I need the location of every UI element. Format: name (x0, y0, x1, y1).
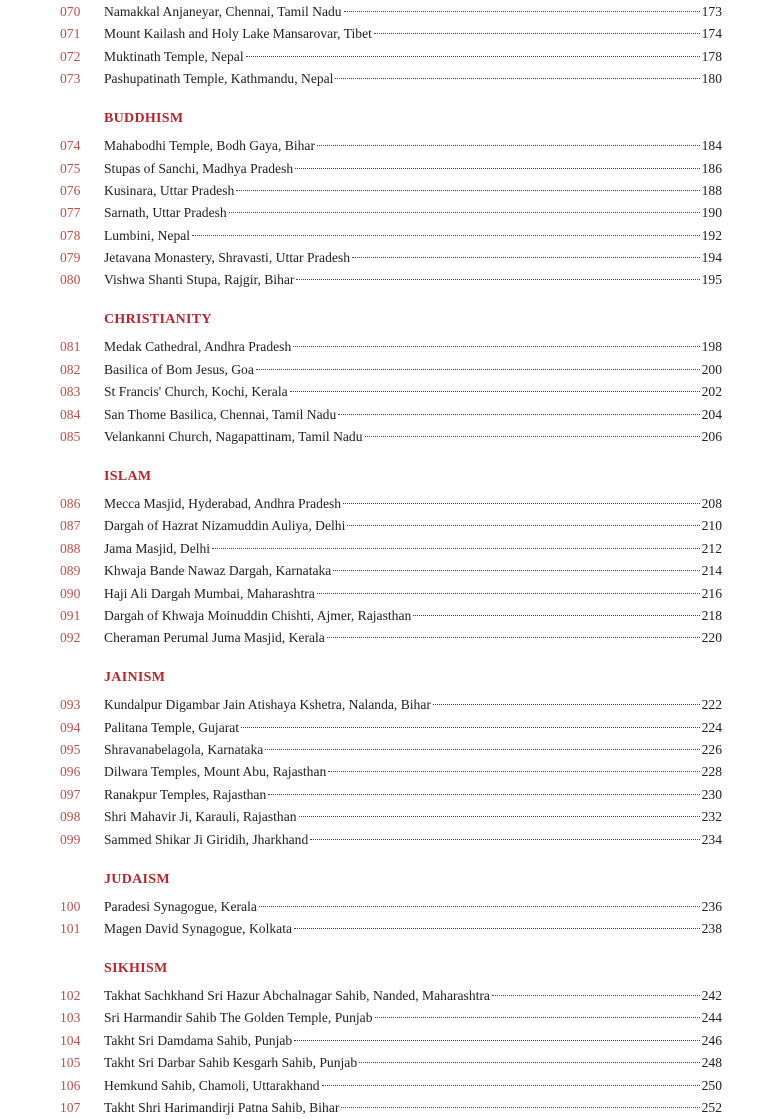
entry-page[interactable]: 188 (701, 182, 722, 198)
entry-number: 072 (60, 48, 81, 64)
entry-title[interactable]: Jama Masjid, Delhi (104, 538, 210, 560)
entry-number: 079 (60, 250, 81, 266)
entry-number: 093 (60, 697, 81, 713)
section-heading: BUDDHISM (104, 111, 184, 127)
entry-number: 084 (60, 406, 81, 422)
dot-leader (229, 212, 700, 213)
entry-title[interactable]: Sammed Shikar Ji Giridih, Jharkhand (104, 829, 308, 851)
dot-leader (374, 33, 700, 34)
entry-number: 103 (60, 1010, 81, 1026)
entry-page[interactable]: 222 (701, 697, 722, 713)
dot-leader (347, 525, 699, 526)
entry-number: 107 (60, 1099, 81, 1115)
entry-page[interactable]: 246 (701, 1032, 722, 1048)
entry-number: 073 (60, 71, 81, 87)
entry-number: 096 (60, 764, 81, 780)
entry-title[interactable]: Stupas of Sanchi, Madhya Pradesh (104, 158, 293, 180)
entry-title[interactable]: Haji Ali Dargah Mumbai, Maharashtra (104, 583, 315, 605)
dot-leader (335, 78, 699, 79)
toc-section (0, 958, 780, 1119)
entry-number: 101 (60, 921, 81, 936)
entry-line (104, 1007, 722, 1029)
toc-entry[interactable] (0, 68, 780, 90)
entry-page[interactable]: 190 (701, 205, 722, 221)
entry-line (104, 426, 722, 448)
entry-number: 083 (60, 384, 81, 400)
dot-leader (294, 928, 700, 929)
entry-line (104, 694, 722, 716)
dot-leader (338, 414, 699, 415)
toc-entry[interactable] (0, 1, 780, 23)
entry-number: 088 (60, 540, 81, 556)
entry-line (104, 605, 722, 627)
section-heading: JUDAISM (104, 871, 170, 887)
entry-title[interactable]: Dilwara Temples, Mount Abu, Rajasthan (104, 761, 326, 783)
entry-number: 090 (60, 585, 81, 601)
entry-line (104, 515, 722, 537)
entry-number: 074 (60, 138, 81, 154)
toc-entry[interactable] (0, 1075, 780, 1097)
entry-page[interactable]: 252 (701, 1099, 722, 1115)
toc-entry[interactable] (0, 784, 780, 806)
dot-leader (317, 593, 700, 594)
entry-line (104, 135, 722, 157)
entry-page[interactable]: 186 (701, 160, 722, 176)
entry-title[interactable]: Sarnath, Uttar Pradesh (104, 202, 227, 224)
entry-number: 089 (60, 563, 81, 579)
entry-title[interactable]: Medak Cathedral, Andhra Pradesh (104, 336, 291, 358)
entry-title[interactable]: Velankanni Church, Nagapattinam, Tamil Nadu (104, 426, 363, 448)
dot-leader (268, 794, 699, 795)
entry-page[interactable]: 202 (701, 384, 722, 400)
entry-line (104, 560, 722, 582)
toc-entry[interactable] (0, 180, 780, 202)
dot-leader (343, 503, 700, 504)
toc-section (0, 309, 780, 448)
entry-title[interactable]: Kundalpur Digambar Jain Atishaya Kshetra, Nalanda, Bihar (104, 694, 431, 716)
toc-entry[interactable] (0, 336, 780, 358)
entry-page[interactable]: 214 (701, 563, 722, 579)
entry-title[interactable]: Palitana Temple, Gujarat (104, 717, 239, 739)
toc-entry[interactable] (0, 605, 780, 627)
dot-leader (256, 369, 700, 370)
entry-title[interactable]: Basilica of Bom Jesus, Goa (104, 359, 254, 381)
toc-section (0, 108, 780, 292)
entry-number: 094 (60, 719, 81, 735)
entry-number: 099 (60, 831, 81, 847)
toc-entry[interactable] (0, 426, 780, 448)
dot-leader (295, 168, 699, 169)
toc-entry[interactable] (0, 806, 780, 828)
entry-number: 085 (60, 429, 81, 445)
entry-page[interactable]: 200 (701, 361, 722, 377)
toc-entry[interactable] (0, 202, 780, 224)
entry-page[interactable]: 228 (701, 764, 722, 780)
entry-page[interactable]: 212 (701, 540, 722, 556)
toc-entry[interactable] (0, 717, 780, 739)
entry-line (104, 202, 722, 224)
entry-line (104, 918, 722, 940)
toc-section (0, 466, 780, 650)
entry-number: 080 (60, 272, 81, 288)
toc-entry[interactable] (0, 627, 780, 649)
entry-line (104, 1075, 722, 1097)
entry-title[interactable]: Namakkal Anjaneyar, Chennai, Tamil Nadu (104, 1, 342, 23)
entry-line (104, 985, 722, 1007)
entry-page[interactable]: 192 (701, 227, 722, 243)
entry-line (104, 739, 722, 761)
entry-line (104, 23, 722, 45)
dot-leader (246, 56, 700, 57)
toc-section (0, 667, 780, 851)
entry-page[interactable]: 236 (701, 898, 722, 914)
entry-page[interactable]: 242 (701, 987, 722, 1003)
toc-entry[interactable] (0, 1007, 780, 1029)
entry-title[interactable]: Jetavana Monastery, Shravasti, Uttar Pradesh (104, 247, 350, 269)
entry-number: 086 (60, 495, 81, 511)
entry-page[interactable]: 234 (701, 831, 722, 847)
entry-page[interactable]: 230 (701, 786, 722, 802)
entry-line (104, 829, 722, 851)
entry-page[interactable]: 194 (701, 250, 722, 266)
entry-title[interactable]: Dargah of Khwaja Moinuddin Chishti, Ajmer, Rajasthan (104, 605, 411, 627)
entry-line (104, 225, 722, 247)
section-heading: SIKHISM (104, 960, 168, 976)
entry-line (104, 538, 722, 560)
toc-entry[interactable] (0, 247, 780, 269)
entry-page[interactable]: 198 (701, 339, 722, 355)
entry-line (104, 1030, 722, 1052)
entry-number: 075 (60, 160, 81, 176)
entry-page[interactable]: 216 (701, 585, 722, 601)
entry-title[interactable]: St Francis' Church, Kochi, Kerala (104, 381, 288, 403)
entry-title[interactable]: Paradesi Synagogue, Kerala (104, 896, 257, 918)
dot-leader (328, 771, 699, 772)
table-of-contents (0, 1, 780, 1119)
entry-number: 070 (60, 4, 81, 19)
dot-leader (294, 1040, 699, 1041)
entry-title[interactable]: Hemkund Sahib, Chamoli, Uttarakhand (104, 1075, 320, 1097)
entry-title[interactable]: Ranakpur Temples, Rajasthan (104, 784, 266, 806)
entry-page[interactable]: 220 (701, 630, 722, 646)
toc-entry[interactable] (0, 829, 780, 851)
entry-title[interactable]: Vishwa Shanti Stupa, Rajgir, Bihar (104, 269, 294, 291)
toc-entry[interactable] (0, 583, 780, 605)
entry-line (104, 359, 722, 381)
dot-leader (413, 615, 699, 616)
entry-page[interactable]: 178 (701, 48, 722, 64)
entry-title[interactable]: San Thome Basilica, Chennai, Tamil Nadu (104, 404, 336, 426)
entry-page[interactable]: 180 (701, 71, 722, 87)
toc-entry[interactable] (0, 538, 780, 560)
dot-leader (333, 570, 699, 571)
entry-page[interactable]: 250 (701, 1077, 722, 1093)
toc-entry[interactable] (0, 739, 780, 761)
toc-entry[interactable] (0, 359, 780, 381)
toc-entry[interactable] (0, 515, 780, 537)
entry-line (104, 336, 722, 358)
dot-leader (236, 190, 699, 191)
entry-line (104, 180, 722, 202)
entry-page[interactable]: 184 (701, 138, 722, 154)
entry-line (104, 247, 722, 269)
entry-number: 091 (60, 607, 81, 623)
dot-leader (293, 346, 699, 347)
dot-leader (375, 1017, 700, 1018)
entry-page[interactable]: 195 (701, 272, 722, 288)
entry-number: 077 (60, 205, 81, 221)
entry-page[interactable]: 226 (701, 742, 722, 758)
toc-entry[interactable] (0, 493, 780, 515)
entry-title[interactable]: Mecca Masjid, Hyderabad, Andhra Pradesh (104, 493, 341, 515)
toc-entry[interactable] (0, 381, 780, 403)
entry-page[interactable]: 204 (701, 406, 722, 422)
toc-entry[interactable] (0, 985, 780, 1007)
toc-entry[interactable] (0, 135, 780, 157)
entry-page[interactable]: 206 (701, 429, 722, 445)
entry-page[interactable]: 174 (701, 26, 722, 42)
entry-line (104, 784, 722, 806)
entry-number: 098 (60, 809, 81, 825)
entry-page[interactable]: 248 (701, 1055, 722, 1071)
dot-leader (296, 279, 699, 280)
entry-title[interactable]: Magen David Synagogue, Kolkata (104, 918, 292, 940)
entry-line (104, 896, 722, 918)
entry-line (104, 269, 722, 291)
toc-section (0, 869, 780, 941)
dot-leader (492, 995, 700, 996)
toc-entry[interactable] (0, 1052, 780, 1074)
entry-number: 078 (60, 227, 81, 243)
section-heading: CHRISTIANITY (104, 312, 212, 328)
entry-title[interactable]: Takht Sri Damdama Sahib, Punjab (104, 1030, 292, 1052)
entry-number: 082 (60, 361, 81, 377)
entry-line (104, 404, 722, 426)
entry-line (104, 381, 722, 403)
dot-leader (344, 11, 700, 12)
entry-number: 100 (60, 898, 81, 914)
dot-leader (322, 1085, 700, 1086)
entry-title[interactable]: Takht Shri Harimandirji Patna Sahib, Bihar (104, 1097, 339, 1119)
entry-title[interactable]: Shri Mahavir Ji, Karauli, Rajasthan (104, 806, 297, 828)
entry-number: 106 (60, 1077, 81, 1093)
entry-title[interactable]: Takhat Sachkhand Sri Hazur Abchalnagar Sahib, Nanded, Maharashtra (104, 985, 490, 1007)
toc-entry[interactable] (0, 896, 780, 918)
dot-leader (327, 637, 700, 638)
toc-entry[interactable] (0, 225, 780, 247)
entry-number: 071 (60, 26, 81, 42)
entry-title[interactable]: Lumbini, Nepal (104, 225, 190, 247)
dot-leader (192, 235, 700, 236)
entry-title[interactable]: Shravanabelagola, Karnataka (104, 739, 263, 761)
entry-title[interactable]: Cheraman Perumal Juma Masjid, Kerala (104, 627, 325, 649)
dot-leader (265, 749, 699, 750)
dot-leader (212, 548, 700, 549)
entry-line (104, 158, 722, 180)
toc-entry[interactable] (0, 23, 780, 45)
entry-page[interactable]: 210 (701, 518, 722, 534)
dot-leader (365, 436, 700, 437)
entry-line (104, 1, 722, 23)
entry-page[interactable]: 173 (701, 4, 722, 19)
dot-leader (290, 391, 700, 392)
entry-number: 097 (60, 786, 81, 802)
entry-number: 076 (60, 182, 81, 198)
entry-title[interactable]: Sri Harmandir Sahib The Golden Temple, Punjab (104, 1007, 373, 1029)
entry-page[interactable]: 244 (701, 1010, 722, 1026)
entry-number: 092 (60, 630, 81, 646)
entry-number: 104 (60, 1032, 81, 1048)
toc-entry[interactable] (0, 404, 780, 426)
entry-title[interactable]: Dargah of Hazrat Nizamuddin Auliya, Delhi (104, 515, 345, 537)
entry-title[interactable]: Khwaja Bande Nawaz Dargah, Karnataka (104, 560, 331, 582)
entry-line (104, 46, 722, 68)
entry-line (104, 1052, 722, 1074)
entry-number: 095 (60, 742, 81, 758)
entry-number: 102 (60, 987, 81, 1003)
entry-line (104, 806, 722, 828)
entry-title[interactable]: Mount Kailash and Holy Lake Mansarovar, Tibet (104, 23, 372, 45)
toc-entry[interactable] (0, 761, 780, 783)
entry-page[interactable]: 232 (701, 809, 722, 825)
entry-title[interactable]: Pashupatinath Temple, Kathmandu, Nepal (104, 68, 333, 90)
entry-page[interactable]: 238 (701, 921, 722, 936)
entry-number: 081 (60, 339, 81, 355)
entry-line (104, 717, 722, 739)
entry-title[interactable]: Kusinara, Uttar Pradesh (104, 180, 234, 202)
toc-entry[interactable] (0, 918, 780, 940)
entry-line (104, 493, 722, 515)
toc-section (0, 1, 780, 91)
toc-entry[interactable] (0, 158, 780, 180)
toc-entry[interactable] (0, 269, 780, 291)
dot-leader (433, 704, 700, 705)
entry-page[interactable]: 208 (701, 495, 722, 511)
dot-leader (359, 1062, 699, 1063)
entry-page[interactable]: 218 (701, 607, 722, 623)
dot-leader (310, 839, 699, 840)
entry-line (104, 627, 722, 649)
dot-leader (352, 257, 700, 258)
toc-entry[interactable] (0, 560, 780, 582)
entry-line (104, 761, 722, 783)
entry-line (104, 68, 722, 90)
entry-line (104, 583, 722, 605)
dot-leader (317, 145, 700, 146)
entry-number: 105 (60, 1055, 81, 1071)
section-heading: ISLAM (104, 469, 152, 484)
entry-title[interactable]: Takht Sri Darbar Sahib Kesgarh Sahib, Punjab (104, 1052, 357, 1074)
section-heading: JAINISM (104, 670, 166, 686)
dot-leader (299, 816, 700, 817)
entry-title[interactable]: Mahabodhi Temple, Bodh Gaya, Bihar (104, 135, 315, 157)
toc-entry[interactable] (0, 1030, 780, 1052)
toc-entry[interactable] (0, 46, 780, 68)
dot-leader (259, 906, 700, 907)
dot-leader (241, 727, 700, 728)
toc-entry[interactable] (0, 694, 780, 716)
entry-page[interactable]: 224 (701, 719, 722, 735)
entry-number: 087 (60, 518, 81, 534)
entry-title[interactable]: Muktinath Temple, Nepal (104, 46, 244, 68)
